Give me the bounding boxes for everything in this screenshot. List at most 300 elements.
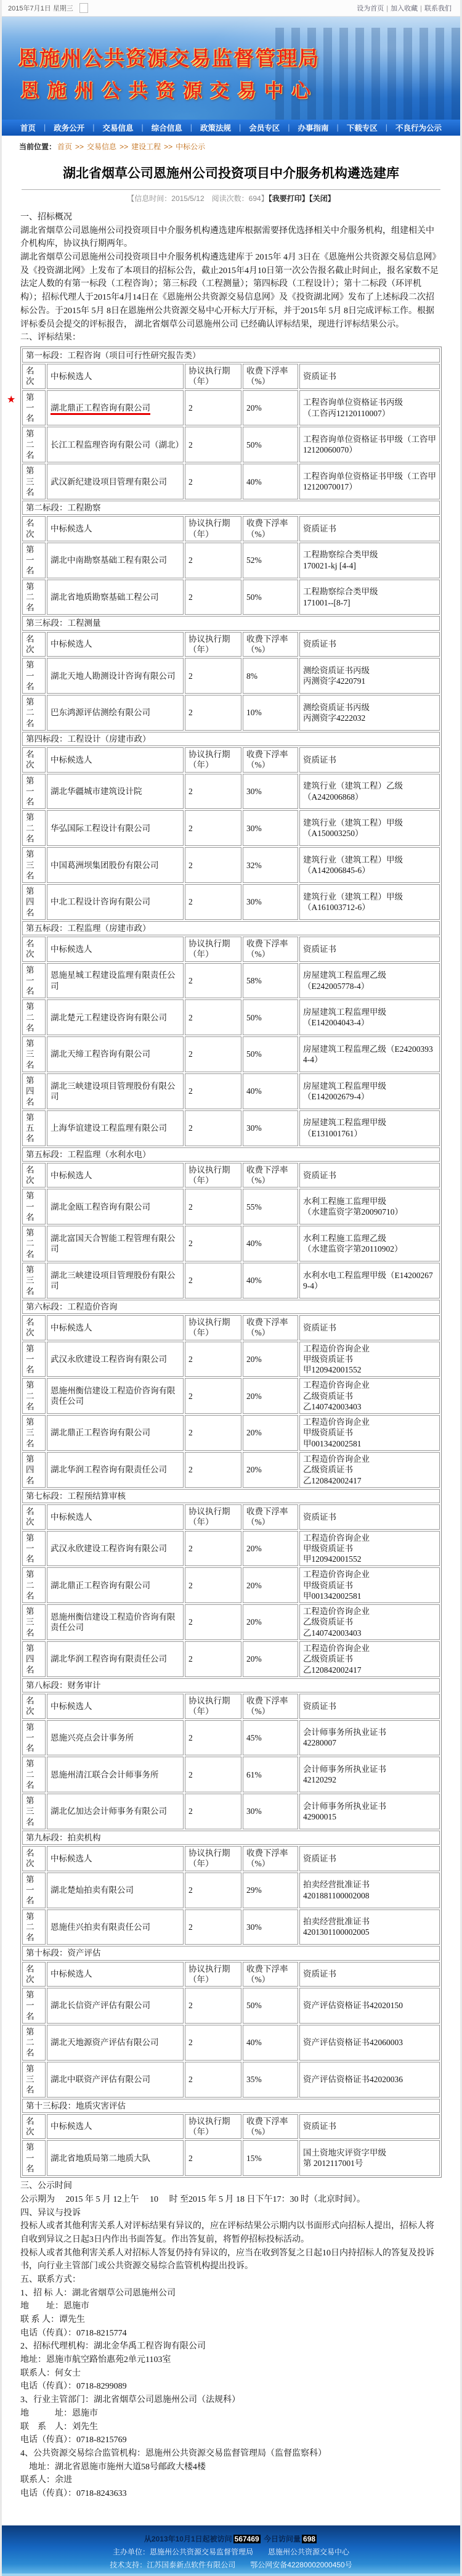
table-header-cell: 协议执行期（年） [185,2114,241,2139]
cert-line: 42900015 [303,1812,336,1822]
table-header-cell: 收费下浮率（%） [243,937,298,962]
table-header-cell: 中标候选人 [47,364,184,389]
company-name: 湖北天缔工程咨询有限公司 [51,1049,150,1059]
period-cell: 2 [185,1909,241,1945]
cert-line: 乙级资质证书 [303,1391,353,1401]
rank-cell: 第一名 [22,390,46,426]
company-name: 恩施兴亮点会计事务所 [51,1733,134,1742]
table-header-row [22,1694,440,1719]
company-name: 湖北省地质勘察基础工程公司 [51,592,159,602]
rank-cell: 第二名 [22,580,46,615]
rank-cell: 第一名 [22,963,46,999]
after-section [20,2180,442,2501]
print-button[interactable]: 【我要打印】 [268,194,309,203]
nav-item[interactable]: 首页 [20,124,36,133]
table-header-cell: 名次 [22,632,46,657]
table-row [22,963,440,999]
company-cell [47,774,184,810]
company-cell [47,1794,184,1829]
company-name: 华弘国际工程设计有限公司 [51,823,150,833]
rank-cell: 第一名 [22,1988,46,2024]
cert-line: （A142006845-6） [303,866,370,876]
rank-cell: 第三名 [22,847,46,883]
nav-separator: | [141,123,144,132]
cert-cell [299,1342,440,1377]
weather-box-icon [79,3,88,13]
table-header-cell: 中标候选人 [47,747,184,773]
breadcrumb-link[interactable]: 中标公示 [176,142,206,151]
rank-cell: 第四名 [22,1641,46,1677]
table-header-cell: 协议执行期（年） [185,1846,241,1871]
rate-cell: 20% [243,1342,298,1377]
company-cell [47,658,184,694]
cert-cell [299,1567,440,1603]
cert-line: 甲120942001552 [303,1365,362,1375]
rank-cell: 第三名 [22,1036,46,1072]
table-row [22,999,440,1035]
rank-cell: 第四名 [22,884,46,920]
table-row [22,1189,440,1224]
company-cell [47,1909,184,1945]
cert-line: （A150003250） [303,829,363,839]
table-header-cell: 名次 [22,1163,46,1188]
period-cell: 2 [185,884,241,920]
company-cell [47,999,184,1035]
table-row [22,1342,440,1377]
table-row [22,847,440,883]
cert-line: 工程勘察综合类甲级 [303,550,378,560]
cert-line: 水利工程施工监理甲级 [303,1197,386,1207]
table-row [22,1641,440,1677]
period-cell: 2 [185,658,241,694]
table-header-cell: 中标候选人 [47,1504,184,1530]
table-section-title: 第一标段：工程咨询（项目可行性研究报告类） [22,348,440,363]
table-section-title: 第四标段：工程设计（房建市政） [22,732,440,746]
company-name: 湖北三峡建设项目管理股份有限公司 [51,1081,176,1101]
body-line: 2、招标代理机构：湖北金华禹工程咨询有限公司 [20,2342,206,2352]
intro-paragraph: 一、招标概况 [20,213,72,222]
cert-line: （E242005778-4） [303,981,370,991]
rank-cell: 第二名 [22,1909,46,1945]
cert-line: 建筑行业（建筑工程）乙级 [303,781,403,791]
rank-cell: 第一名 [22,658,46,694]
total-visits-count: 567469 [234,2534,259,2543]
nav-separator: | [43,123,46,132]
rank-cell: 第二名 [22,1567,46,1603]
cert-cell [299,1641,440,1677]
body-line: 电话（传真）：0718-8215769 [20,2435,127,2445]
nav-separator: | [190,123,192,132]
cert-line: 乙140742003403 [303,1628,362,1638]
nav-item[interactable]: 下载专区 [346,124,378,133]
close-button[interactable]: 【关闭】 [309,194,335,203]
cert-line: 会计师事务所执业证书 [303,1764,386,1774]
company-cell [47,1415,184,1451]
cert-line: 工程造价咨询企业 [303,1454,370,1464]
table-row [22,1909,440,1945]
cert-line: 乙120842002417 [303,1665,362,1675]
cert-line: 资产评估资格证书42020036 [303,2075,403,2084]
table-section-title: 第八标段：财务审计 [22,1678,440,1692]
table-row [22,1757,440,1792]
company-name: 武汉永欣建设工程咨询有限公司 [51,1543,167,1553]
rate-cell: 50% [243,999,298,1035]
rate-cell: 40% [243,1073,298,1109]
rank-cell: 第一名 [22,1873,46,1908]
cert-cell [299,774,440,810]
table-header-cell: 资质证书 [299,937,440,962]
cert-line: 乙140742003403 [303,1401,362,1411]
table-section-title-row [22,1831,440,1845]
cert-line: 甲级资质证书 [303,1580,353,1590]
company-cell [47,1189,184,1224]
table-header-cell: 名次 [22,2114,46,2139]
cert-line: 房屋建筑工程监理乙级 [303,970,386,980]
company-name: 上海华谊建设工程监理有限公司 [51,1123,167,1133]
cert-cell [299,464,440,499]
cert-line: 房屋建筑工程监理甲级 [303,1081,386,1091]
cert-cell [299,884,440,920]
rate-cell: 8% [243,658,298,694]
cert-cell [299,1531,440,1567]
company-name: 湖北金瓯工程咨询有限公司 [51,1202,150,1212]
rank-cell: 第二名 [22,999,46,1035]
table-header-cell: 中标候选人 [47,1163,184,1188]
table-row [22,1110,440,1146]
period-cell: 2 [185,464,241,499]
site-footer [2,2525,460,2576]
company-name: 湖北省地质局第二地质大队 [51,2153,150,2163]
table-header-row [22,1163,440,1188]
company-cell [47,963,184,999]
cert-line: 工程造价咨询企业 [303,1570,370,1580]
cert-cell [299,847,440,883]
rate-cell: 29% [243,1873,298,1908]
period-cell: 2 [185,1873,241,1908]
rank-cell: 第一名 [22,1342,46,1377]
topbar-links [354,3,454,13]
company-cell [47,1720,184,1756]
cert-cell [299,580,440,615]
cert-line: （A161003712-6） [303,902,370,912]
table-header-cell: 协议执行期（年） [185,1962,241,1987]
breadcrumb-link[interactable]: 首页 [57,142,73,151]
table-row [22,884,440,920]
company-name: 湖北华疆城市建筑设计院 [51,786,142,796]
table-row [22,1036,440,1072]
table-section-title: 第七标段：工程预结算审核 [22,1489,440,1503]
table-section-title: 第十三标段：地质灾害评估 [22,2099,440,2113]
company-name: 湖北天地人勘测设计咨询有限公司 [51,671,176,681]
table-section-title-row [22,1300,440,1314]
company-cell [47,1263,184,1298]
rank-cell: 第三名 [22,2062,46,2098]
table-section-title-row [22,2099,440,2113]
visit-prefix: 从2013年10月1日起被访问 [144,2534,232,2543]
results-table [7,347,442,2178]
table-header-cell: 资质证书 [299,1962,440,1987]
cert-cell [299,810,440,846]
table-header-cell: 中标候选人 [47,937,184,962]
nav-item[interactable]: 交易信息 [102,124,134,133]
nav-separator: | [239,123,241,132]
intro-paragraph: 湖北省烟草公司恩施州公司投资项目中介服务机构遴选建库于 2015年 4月 3日在《恩施州公共资源交易信息网》及《投资湖北网》上发布了本项目的招标公告，截止2015年4月10日第一次公告报名截止时间止，报名家数不足法定人数的有第一标段（工程咨询）；第三标段（工程测量）；第四标段（工程设计）；第十二标段（环评机构）；招标代理人于2015年4月14日在《恩施州公共资源交易信息网》及《投资湖北网》发布了上述标段二次招标公告。于2015年 5月 8日在恩施州公共资源交易中心开标大厅开标，并于2015年 5月 8日完成评标工作。根据评标委员会提交的评标报告， 湖北省烟草公司恩施州公司 已经确认评标结果，现进行评标结果公示。 [20,253,441,329]
table-header-cell: 中标候选人 [47,1315,184,1340]
company-cell [47,884,184,920]
table-section-title: 第六标段：工程造价咨询 [22,1300,440,1314]
table-row [22,1263,440,1298]
body-line: 五、联系方式： [20,2275,81,2284]
table-row [22,695,440,731]
today-visits-count: 698 [303,2534,316,2543]
cert-line: 工程造价咨询企业 [303,1533,370,1543]
period-cell: 2 [185,1378,241,1414]
cert-cell [299,1873,440,1908]
intro-paragraphs [20,211,442,345]
company-cell [47,1988,184,2024]
cert-line: 工程造价咨询企业 [303,1643,370,1653]
table-header-cell: 收费下浮率（%） [243,1694,298,1719]
period-cell: 2 [185,2025,241,2061]
breadcrumb-items [56,142,206,151]
period-cell: 2 [185,1567,241,1603]
company-name: 恩施星城工程建设监理有限责任公司 [51,970,176,991]
cert-line: 建筑行业（建筑工程）甲级 [303,892,403,901]
rate-cell: 55% [243,1189,298,1224]
table-row [22,810,440,846]
period-cell: 2 [185,1263,241,1298]
nav-item[interactable]: 不良行为公示 [395,124,442,133]
rate-cell: 20% [243,1452,298,1488]
table-header-cell: 协议执行期（年） [185,1163,241,1188]
footer-organizer: 主办单位：恩施州公共资源交易监督管理局 恩施州公共资源交易中心 [112,2547,349,2556]
table-header-row [22,1962,440,1987]
period-cell: 2 [185,1110,241,1146]
rank-cell: 第一名 [22,1720,46,1756]
site-banner [2,17,460,120]
table-row [22,1531,440,1567]
intro-paragraph: 二、评标结果： [20,333,81,343]
nav-item[interactable]: 政务公开 [54,124,85,133]
company-cell [47,1036,184,1072]
nav-item[interactable]: 综合信息 [151,124,182,133]
nav-separator: | [336,123,339,132]
table-row [22,1794,440,1829]
topbar-link[interactable]: 加入收藏 [391,5,418,12]
body-line: 地址：恩施市航空路怡惠苑2单元1103室 [20,2355,171,2365]
table-row [22,543,440,578]
nav-item[interactable]: 会员专区 [249,124,280,133]
topbar-link[interactable]: 联系我们 [424,5,452,12]
period-cell: 2 [185,580,241,615]
body-line: 联 系 人：谭先生 [20,2315,85,2324]
table-row [22,1720,440,1756]
cert-line: 工程咨询单位资格证书甲级（工咨甲12120070017） [303,471,436,492]
nav-separator: | [92,123,95,132]
company-cell [47,1873,184,1908]
table-row [22,1567,440,1603]
rate-cell: 30% [243,884,298,920]
table-header-cell: 收费下浮率（%） [243,1315,298,1340]
rank-cell: 第三名 [22,464,46,499]
rate-cell: 10% [243,695,298,731]
table-row [22,658,440,694]
table-header-cell: 中标候选人 [47,516,184,541]
rank-cell: 第三名 [22,1604,46,1640]
company-name: 武汉永欣建设工程咨询有限公司 [51,1354,167,1364]
rate-cell: 40% [243,464,298,499]
results-table-body [7,348,440,2176]
cert-cell [299,1378,440,1414]
rank-cell: 第二名 [22,1757,46,1792]
cert-cell [299,1794,440,1829]
cert-cell [299,1452,440,1488]
rank-cell: 第一名 [22,2140,46,2176]
breadcrumb-link[interactable]: 交易信息 [87,142,117,151]
cert-cell [299,2025,440,2061]
rate-cell: 30% [243,1110,298,1146]
company-cell [47,1226,184,1261]
table-header-cell: 资质证书 [299,364,440,389]
table-header-cell: 协议执行期（年） [185,747,241,773]
table-row [22,427,440,462]
cert-line: 测绘资质证书丙级 [303,665,370,675]
banner-title-bureau: 恩施州公共资源交易监督管理局 [18,47,320,70]
rank-cell: 第四名 [22,1073,46,1109]
company-cell [47,1604,184,1640]
period-cell: 2 [185,1604,241,1640]
table-header-row [22,937,440,962]
article [2,163,460,2503]
company-name: 湖北鼎正工程咨询有限公司 [51,1580,150,1590]
body-line: 三、公示时间 [20,2181,72,2191]
table-row [22,1873,440,1908]
cert-cell [299,1226,440,1261]
table-header-cell: 收费下浮率（%） [243,516,298,541]
body-line: 四、异议与投诉 [20,2208,81,2218]
table-row [22,1415,440,1451]
table-header-cell: 名次 [22,1846,46,1871]
rate-cell: 61% [243,1757,298,1792]
rate-cell: 30% [243,810,298,846]
table-header-row [22,1504,440,1530]
body-line: 联 系 人：刘先生 [20,2422,98,2432]
body-line: 电话（传真）：0718-8243633 [20,2488,127,2498]
table-section-title-row [22,1147,440,1162]
nav-item[interactable]: 办事指南 [298,124,329,133]
table-header-cell: 资质证书 [299,1163,440,1188]
rank-cell: 第一名 [22,543,46,578]
table-header-cell: 中标候选人 [47,2114,184,2139]
rate-cell: 50% [243,1988,298,2024]
company-cell [47,2062,184,2098]
cert-line: 房屋建筑工程监理乙级（E242003934-4） [303,1044,433,1065]
rate-cell: 30% [243,1794,298,1829]
cert-cell [299,1757,440,1792]
table-section-title-row [22,1946,440,1960]
table-header-cell: 中标候选人 [47,632,184,657]
body-line: 1、招 标 人：湖北省烟草公司恩施州公司 [20,2288,176,2298]
breadcrumb-separator: >> [120,142,129,151]
company-name: 湖北天地源资产评估有限公司 [51,2038,159,2048]
company-name: 恩施州衡信建设工程造价咨询有限责任公司 [51,1612,176,1633]
cert-line: 工程造价咨询企业 [303,1343,370,1353]
table-header-cell: 协议执行期（年） [185,937,241,962]
table-header-cell: 收费下浮率（%） [243,2114,298,2139]
table-section-title-row [22,732,440,746]
main-nav [2,120,460,136]
cert-cell [299,963,440,999]
cert-line: 乙级资质证书 [303,1654,353,1664]
company-cell [47,810,184,846]
cert-line: 4201881100002008 [303,1890,370,1900]
rank-cell: 第二名 [22,2025,46,2061]
intro-paragraph: 湖北省烟草公司恩施州公司投资项目中介服务机构遴选建库根据需要择优选择相关中介服务机构，组建相关中介机构库，协议执行期两年。 [20,226,434,249]
rate-cell: 50% [243,1036,298,1072]
cert-cell [299,1110,440,1146]
topbar-date [8,3,88,13]
nav-separator: | [385,123,388,132]
cert-cell [299,427,440,462]
table-header-cell: 协议执行期（年） [185,1315,241,1340]
company-cell [47,1641,184,1677]
nav-item[interactable]: 政策法规 [200,124,231,133]
rate-cell: 52% [243,543,298,578]
cert-line: 水利工程施工监理乙级 [303,1233,386,1243]
table-header-row [22,1315,440,1340]
cert-cell [299,2140,440,2176]
cert-line: 拍卖经营批准证书 [303,1917,370,1927]
cert-line: 甲001342002581 [303,1438,362,1448]
breadcrumb-separator: >> [164,142,173,151]
table-header-cell: 名次 [22,364,46,389]
rank-cell: 第一名 [22,774,46,810]
company-cell [47,2140,184,2176]
company-name: 湖北亿加达会计师事务有限公司 [51,1807,167,1816]
cert-line: 42280007 [303,1738,336,1748]
topbar [2,0,460,17]
cert-line: 甲级资质证书 [303,1543,353,1553]
breadcrumb-link[interactable]: 建设工程 [131,142,161,151]
cert-line: （工咨丙12120110007） [303,408,391,418]
topbar-link[interactable]: 设为首页 [357,5,384,12]
company-name: 湖北楚灿拍卖有限公司 [51,1885,134,1895]
rate-cell: 40% [243,1263,298,1298]
company-name: 恩施州清江联合会计师事务所 [51,1770,159,1779]
company-cell [47,1342,184,1377]
company-name: 恩施州衡信建设工程造价咨询有限责任公司 [51,1386,176,1406]
period-cell: 2 [185,1036,241,1072]
company-name: 湖北富国天合智能工程管理有限公司 [51,1233,176,1254]
table-header-cell: 名次 [22,516,46,541]
table-header-cell: 收费下浮率（%） [243,1163,298,1188]
breadcrumb [2,136,460,156]
period-cell: 2 [185,2062,241,2098]
table-header-cell: 名次 [22,1694,46,1719]
rate-cell: 35% [243,2062,298,2098]
rate-cell: 40% [243,2025,298,2061]
period-cell: 2 [185,1794,241,1829]
rate-cell: 50% [243,427,298,462]
body-line: 电话（传真）：0718-8299089 [20,2382,127,2392]
cert-line: 丙测资字4220791 [303,676,366,686]
table-section-title: 第五标段：工程监理（房建市政） [22,921,440,935]
table-header-cell: 资质证书 [299,747,440,773]
cert-line: 工程勘察综合类甲级 [303,587,378,597]
rate-cell: 40% [243,1226,298,1261]
period-cell: 2 [185,999,241,1035]
rate-cell: 32% [243,847,298,883]
